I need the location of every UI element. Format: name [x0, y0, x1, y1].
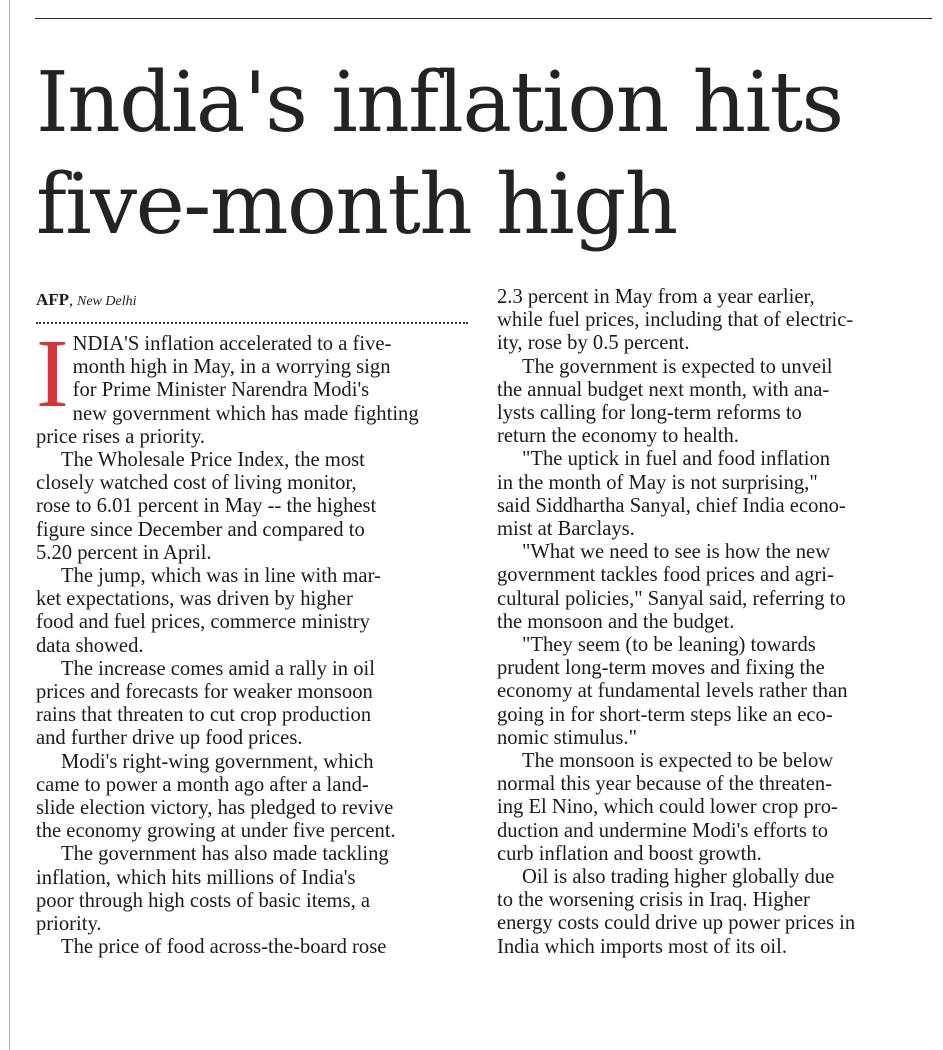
right-text-line: The monsoon is expected to be below	[522, 750, 834, 773]
left-text-line: The increase comes amid a rally in oil	[61, 657, 375, 680]
left-text-line: slide election victory, has pledged to revive	[36, 797, 394, 820]
right-text-line: mist at Barclays.	[497, 518, 635, 541]
left-text-line: NDIA'S inflation accelerated to a five-	[72, 333, 392, 355]
left-text-line: The jump, which was in line with mar-	[61, 565, 381, 588]
right-paragraph	[497, 866, 937, 959]
left-text-line: 5.20 percent in April.	[36, 541, 212, 564]
right-paragraph	[497, 286, 937, 356]
right-text-line: "What we need to see is how the new	[522, 541, 831, 564]
right-paragraph	[497, 448, 937, 541]
right-text-line: government tackles food prices and agri-	[497, 564, 834, 587]
left-text-line: price rises a priority.	[36, 425, 206, 448]
left-text-line: inflation, which hits millions of India's	[36, 866, 356, 889]
left-text-line: The Wholesale Price Index, the most	[61, 449, 365, 472]
right-text-line: going in for short-term steps like an eco-	[497, 703, 833, 726]
right-column-body	[497, 286, 937, 959]
left-text-line: month high in May, in a worrying sign	[72, 356, 391, 379]
headline-line-1: India's inflation hits	[36, 54, 843, 151]
left-text-line: came to power a month ago after a land-	[36, 773, 369, 796]
byline-place: New Delhi	[77, 294, 137, 309]
drop-cap-letter: I	[36, 320, 69, 428]
right-text-line: ing El Nino, which could lower crop pro-	[497, 796, 838, 819]
right-text-line: "The uptick in fuel and food inflation	[522, 448, 831, 471]
left-column-body	[36, 320, 468, 959]
byline-agency: AFP	[36, 290, 70, 309]
left-paragraph	[36, 843, 468, 936]
right-text-line: the annual budget next month, with ana-	[497, 378, 830, 401]
right-paragraph	[497, 750, 937, 866]
right-text-line: nomic stimulus."	[497, 726, 637, 749]
left-text-line: poor through high costs of basic items, a	[36, 889, 371, 912]
left-text-line: Modi's right-wing government, which	[61, 750, 374, 773]
left-paragraph	[36, 658, 468, 751]
right-text-line: energy costs could drive up power prices in	[497, 912, 856, 935]
headline-line-2: five-month high	[36, 156, 677, 253]
left-text-line: and further drive up food prices.	[36, 727, 303, 750]
right-text-line: to the worsening crisis in Iraq. Higher	[497, 889, 810, 912]
right-text-line: "They seem (to be leaning) towards	[522, 634, 816, 657]
right-text-line: economy at fundamental levels rather than	[497, 680, 848, 703]
right-text-line: The government is expected to unveil	[522, 355, 833, 378]
right-text-line: Oil is also trading higher globally due	[522, 866, 835, 889]
right-text-line: the monsoon and the budget.	[497, 610, 735, 633]
right-text-line: India which imports most of its oil.	[497, 935, 788, 958]
right-text-line: curb inflation and boost growth.	[497, 842, 762, 865]
left-paragraph	[36, 936, 468, 959]
left-text-line: The price of food across-the-board rose	[61, 936, 387, 959]
byline-dotted-rule	[36, 322, 468, 324]
left-text-line: rains that threaten to cut crop production	[36, 704, 372, 727]
right-text-line: ity, rose by 0.5 percent.	[497, 332, 690, 355]
left-text-line: the economy growing at under five percent.	[36, 820, 396, 843]
article-headline	[36, 52, 941, 256]
left-text-line: closely watched cost of living monitor,	[36, 472, 357, 495]
right-text-line: lysts calling for long-term reforms to	[497, 402, 802, 425]
right-text-line: while fuel prices, including that of electric-	[497, 309, 854, 332]
right-text-line: said Siddhartha Sanyal, chief India econo-	[497, 494, 846, 517]
left-text-line: prices and forecasts for weaker monsoon	[36, 681, 373, 704]
page-edge-rule	[9, 0, 10, 1050]
left-text-line: ket expectations, was driven by higher	[36, 588, 353, 611]
left-text-line: food and fuel prices, commerce ministry	[36, 611, 370, 634]
left-text-line: data showed.	[36, 634, 144, 657]
left-paragraph	[36, 751, 468, 844]
right-paragraph	[497, 634, 937, 750]
right-paragraph	[497, 541, 937, 634]
left-text-line: for Prime Minister Narendra Modi's	[72, 379, 370, 402]
right-text-line: duction and undermine Modi's efforts to	[497, 819, 829, 842]
left-paragraph	[36, 449, 468, 565]
left-paragraph	[36, 565, 468, 658]
right-text-line: 2.3 percent in May from a year earlier,	[497, 286, 815, 308]
left-text-line: new government which has made fighting	[72, 402, 419, 425]
right-text-line: cultural policies," Sanyal said, referring to	[497, 587, 846, 610]
left-text-line: priority.	[36, 913, 102, 936]
right-paragraph	[497, 356, 937, 449]
right-text-line: return the economy to health.	[497, 425, 739, 448]
left-paragraph	[36, 320, 468, 449]
article-column-right	[497, 286, 937, 959]
article-column-left	[36, 289, 468, 959]
right-text-line: normal this year because of the threaten-	[497, 773, 833, 796]
right-text-line: in the month of May is not surprising,"	[497, 471, 818, 494]
byline	[36, 289, 468, 311]
byline-separator: ,	[69, 292, 78, 309]
left-text-line: The government has also made tackling	[61, 843, 389, 866]
left-text-line: figure since December and compared to	[36, 518, 365, 541]
left-text-line: rose to 6.01 percent in May -- the highest	[36, 495, 377, 518]
top-rule	[35, 18, 932, 19]
right-text-line: prudent long-term moves and fixing the	[497, 657, 825, 680]
